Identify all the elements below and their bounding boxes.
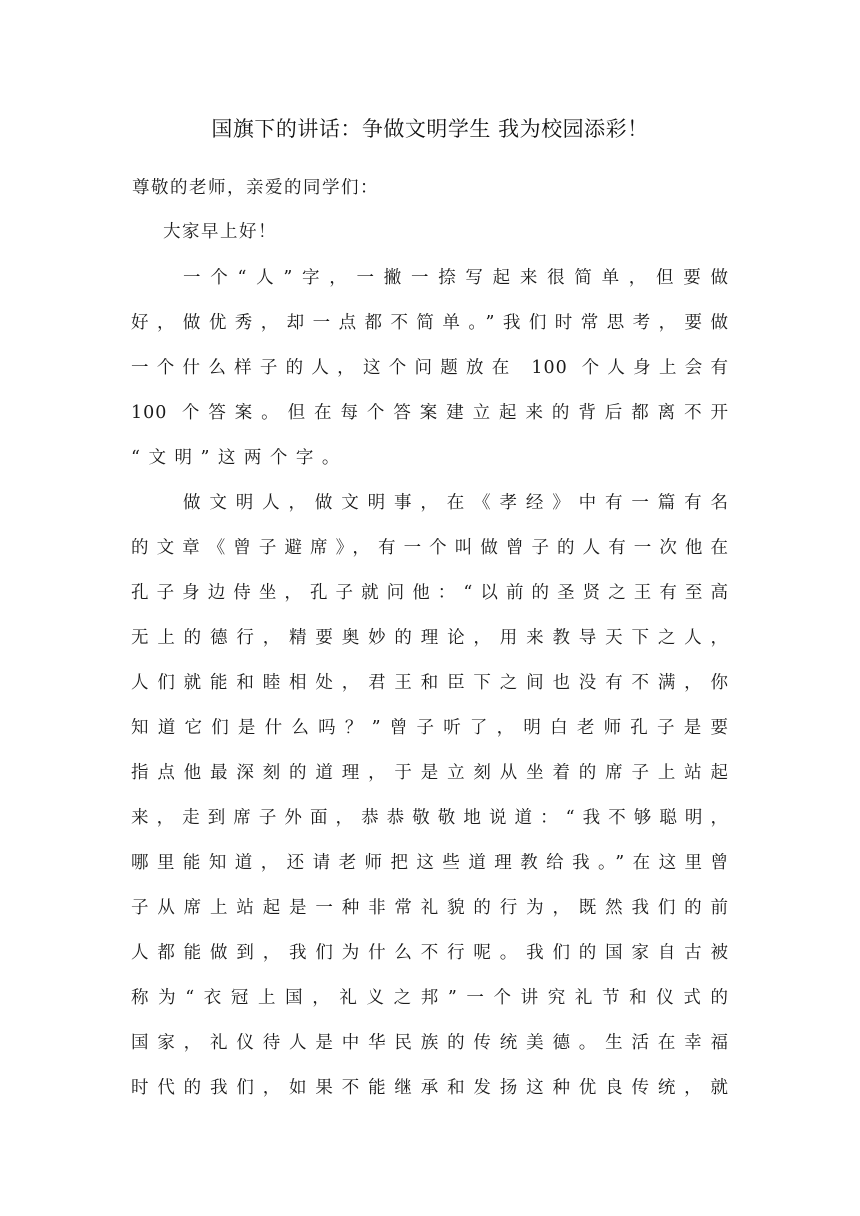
paragraph-line: 一个什么样子的人，这个问题放在 100 个人身上会有 [131, 358, 729, 378]
paragraph-line: 无上的德行，精要奥妙的理论，用来教导天下之人， [131, 628, 729, 648]
paragraph-line: 好，做优秀，却一点都不简单。”我们时常思考，要做 [131, 313, 729, 333]
paragraph-line: 的文章《曾子避席》，有一个叫做曾子的人有一次他在 [131, 538, 729, 558]
paragraph-line: 孔子身边侍坐，孔子就问他：“以前的圣贤之王有至高 [131, 583, 729, 603]
paragraph-line: 100 个答案。但在每个答案建立起来的背后都离不开 [131, 403, 729, 423]
document-title: 国旗下的讲话：争做文明学生 我为校园添彩！ [211, 117, 649, 141]
paragraph-line: 子从席上站起是一种非常礼貌的行为，既然我们的前 [131, 898, 729, 918]
paragraph-line: 哪里能知道，还请老师把这些道理教给我。”在这里曾 [131, 853, 729, 873]
paragraph-line: 时代的我们，如果不能继承和发扬这种优良传统，就 [131, 1078, 729, 1098]
paragraph-line: 做文明人，做文明事，在《孝经》中有一篇有名 [183, 493, 729, 513]
paragraph-line: “文明”这两个字。 [131, 448, 348, 468]
paragraph-line: 一个“人”字，一撇一捺写起来很简单，但要做 [183, 268, 729, 288]
paragraph-line: 国家，礼仪待人是中华民族的传统美德。生活在幸福 [131, 1033, 729, 1053]
opening-greeting: 大家早上好！ [163, 222, 277, 242]
paragraph-line: 人们就能和睦相处，君王和臣下之间也没有不满，你 [131, 673, 729, 693]
paragraph-line: 称为“衣冠上国，礼义之邦”一个讲究礼节和仪式的 [131, 988, 729, 1008]
salutation: 尊敬的老师，亲爱的同学们： [132, 178, 379, 198]
paragraph-line: 来，走到席子外面，恭恭敬敬地说道：“我不够聪明， [131, 808, 729, 828]
paragraph-line: 人都能做到，我们为什么不行呢。我们的国家自古被 [131, 943, 729, 963]
paragraph-line: 知道它们是什么吗？”曾子听了，明白老师孔子是要 [131, 718, 729, 738]
paragraph-line: 指点他最深刻的道理，于是立刻从坐着的席子上站起 [131, 763, 729, 783]
